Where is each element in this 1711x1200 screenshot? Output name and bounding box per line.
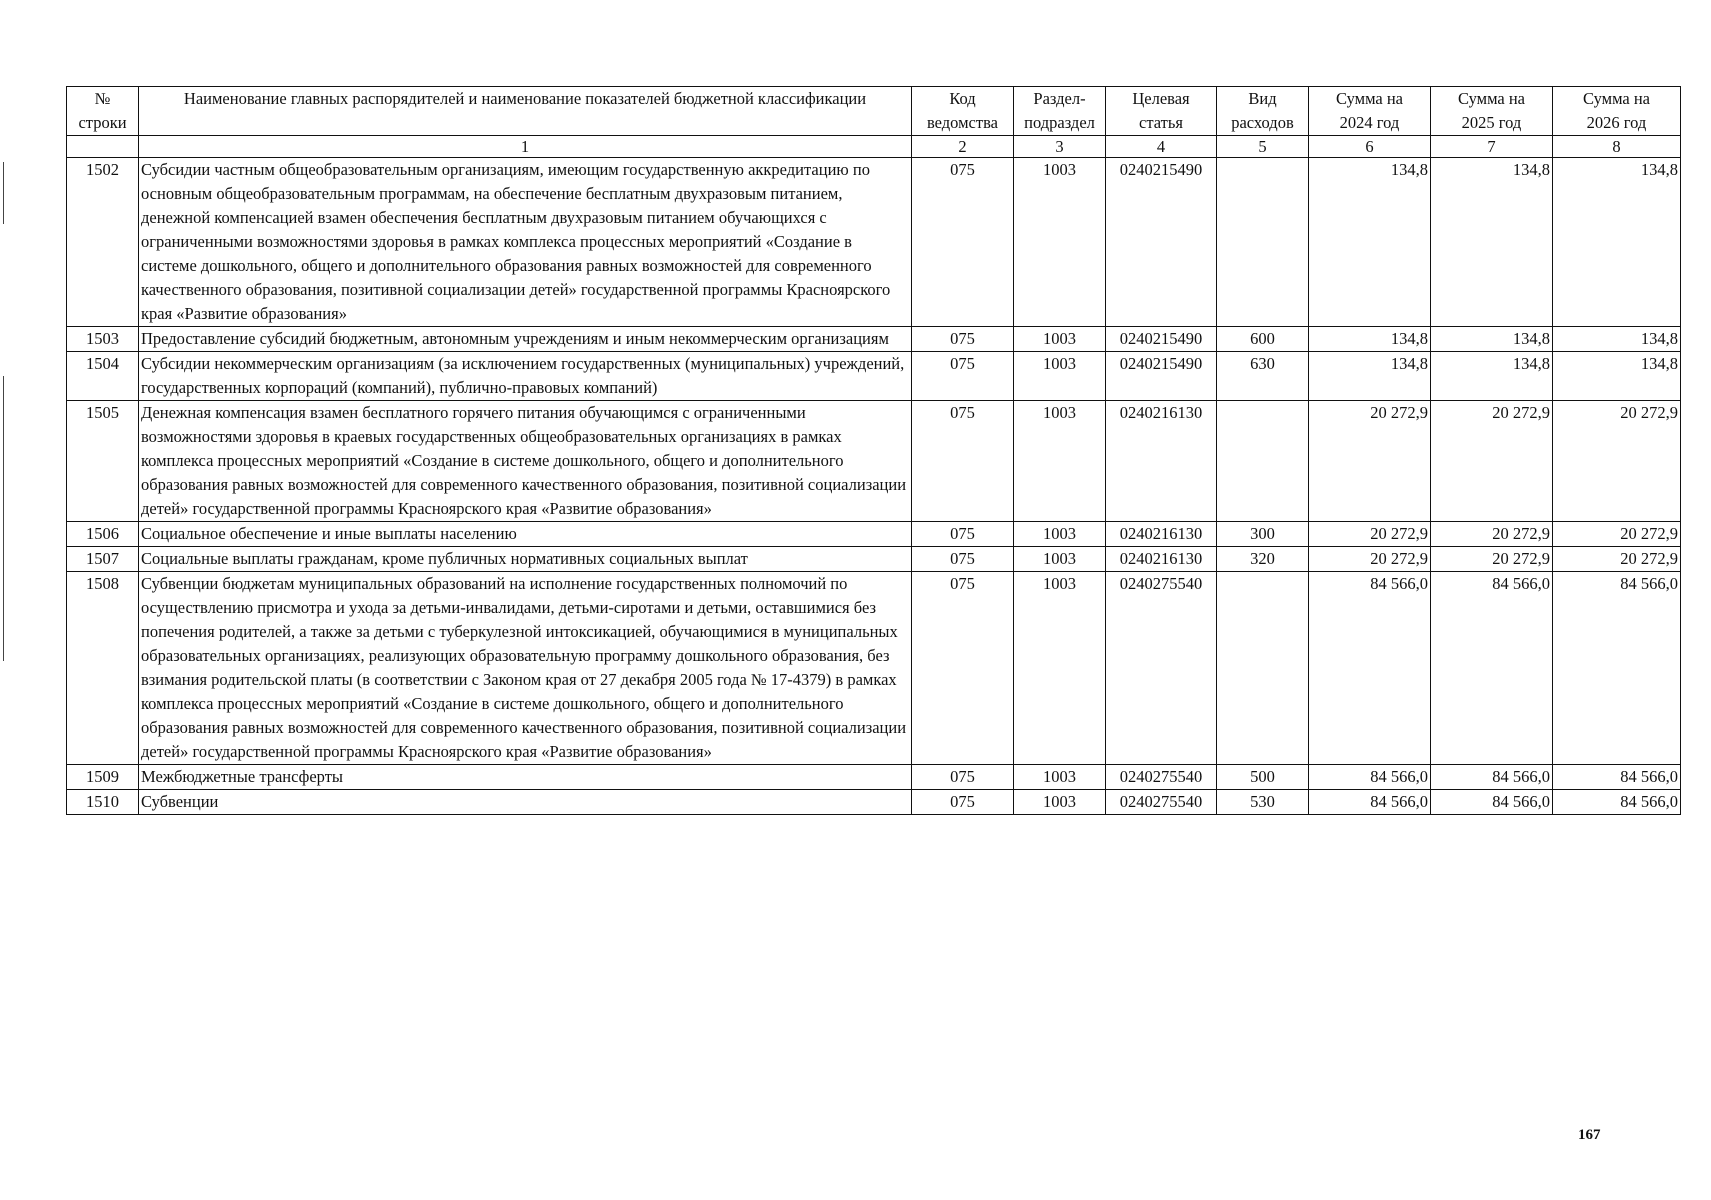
- row-target-article: 0240216130: [1106, 547, 1217, 572]
- row-dept-code: 075: [912, 547, 1014, 572]
- row-sum-2025: 134,8: [1431, 158, 1553, 327]
- header-sum-2024: Сумма на 2024 год: [1309, 87, 1431, 136]
- header-target-article: Целевая статья: [1106, 87, 1217, 136]
- row-sum-2026: 20 272,9: [1553, 522, 1681, 547]
- row-sum-2024: 20 272,9: [1309, 522, 1431, 547]
- table-row: [67, 765, 1681, 790]
- table-row: [67, 401, 1681, 522]
- row-target-article: 0240215490: [1106, 352, 1217, 401]
- column-number: 3: [1014, 136, 1106, 158]
- table-row: [67, 547, 1681, 572]
- row-section: 1003: [1014, 572, 1106, 765]
- row-sum-2025: 20 272,9: [1431, 401, 1553, 522]
- row-sum-2025: 134,8: [1431, 327, 1553, 352]
- header-expense-type: Вид расходов: [1217, 87, 1309, 136]
- column-number: 8: [1553, 136, 1681, 158]
- row-sum-2025: 84 566,0: [1431, 572, 1553, 765]
- row-section: 1003: [1014, 401, 1106, 522]
- row-expense-type: 600: [1217, 327, 1309, 352]
- table-row: [67, 790, 1681, 815]
- column-number: 2: [912, 136, 1014, 158]
- row-sum-2025: 20 272,9: [1431, 522, 1553, 547]
- row-target-article: 0240275540: [1106, 765, 1217, 790]
- row-number: 1502: [67, 158, 139, 327]
- row-expense-type: 530: [1217, 790, 1309, 815]
- row-section: 1003: [1014, 522, 1106, 547]
- row-sum-2026: 134,8: [1553, 352, 1681, 401]
- row-target-article: 0240275540: [1106, 790, 1217, 815]
- row-name: Межбюджетные трансферты: [139, 765, 912, 790]
- row-target-article: 0240216130: [1106, 522, 1217, 547]
- row-name: Социальное обеспечение и иные выплаты населению: [139, 522, 912, 547]
- row-name: Субвенции: [139, 790, 912, 815]
- row-expense-type: [1217, 401, 1309, 522]
- row-dept-code: 075: [912, 522, 1014, 547]
- row-name: Субсидии частным общеобразовательным организациям, имеющим государственную аккредитацию по основным общеобразовательным программам, на обеспечение бесплатным двухразовым питанием, денежной компенсацией взамен обеспечения бесплатным двухразовым питанием обучающихся с ограниченными возможностями здоровья в рамках комплекса процессных мероприятий «Создание в системе дошкольного, общего и дополнительного образования равных возможностей для современного качественного образования, позитивной социализации детей» государственной программы Красноярского края «Развитие образования»: [139, 158, 912, 327]
- header-sum-2025: Сумма на 2025 год: [1431, 87, 1553, 136]
- row-sum-2024: 20 272,9: [1309, 401, 1431, 522]
- row-dept-code: 075: [912, 401, 1014, 522]
- header-sum-2026: Сумма на 2026 год: [1553, 87, 1681, 136]
- table-header-row: [67, 87, 1681, 136]
- page-number: 167: [1578, 1127, 1601, 1143]
- row-sum-2026: 134,8: [1553, 327, 1681, 352]
- column-number: 6: [1309, 136, 1431, 158]
- row-target-article: 0240275540: [1106, 572, 1217, 765]
- table-row: [67, 158, 1681, 327]
- row-sum-2024: 20 272,9: [1309, 547, 1431, 572]
- budget-table: [66, 86, 1681, 815]
- row-expense-type: 300: [1217, 522, 1309, 547]
- header-name: Наименование главных распорядителей и наименование показателей бюджетной классификации: [139, 87, 912, 136]
- row-section: 1003: [1014, 790, 1106, 815]
- table-row: [67, 327, 1681, 352]
- row-name: Денежная компенсация взамен бесплатного горячего питания обучающимся с ограниченными возможностями здоровья в краевых государственных общеобразовательных организациях в рамках комплекса процессных мероприятий «Создание в системе дошкольного, общего и дополнительного образования равных возможностей для современного качественного образования, позитивной социализации детей» государственной программы Красноярского края «Развитие образования»: [139, 401, 912, 522]
- row-number: 1508: [67, 572, 139, 765]
- row-number: 1503: [67, 327, 139, 352]
- table-row: [67, 352, 1681, 401]
- row-sum-2026: 84 566,0: [1553, 790, 1681, 815]
- column-number: 7: [1431, 136, 1553, 158]
- table-row: [67, 572, 1681, 765]
- row-number: 1509: [67, 765, 139, 790]
- row-number: 1505: [67, 401, 139, 522]
- column-number-row: [67, 136, 1681, 158]
- row-sum-2026: 84 566,0: [1553, 572, 1681, 765]
- row-name: Субвенции бюджетам муниципальных образований на исполнение государственных полномочий по осуществлению присмотра и ухода за детьми-инвалидами, детьми-сиротами и детьми, оставшимися без попечения родителей, а также за детьми с туберкулезной интоксикацией, обучающимися в муниципальных образовательных организациях, реализующих образовательную программу дошкольного образования, без взимания родительской платы (в соответствии с Законом края от 27 декабря 2005 года № 17-4379) в рамках комплекса процессных мероприятий «Создание в системе дошкольного, общего и дополнительного образования равных возможностей для современного качественного образования, позитивной социализации детей» государственной программы Красноярского края «Развитие образования»: [139, 572, 912, 765]
- row-target-article: 0240215490: [1106, 158, 1217, 327]
- row-sum-2025: 134,8: [1431, 352, 1553, 401]
- row-number: 1510: [67, 790, 139, 815]
- row-name: Субсидии некоммерческим организациям (за исключением государственных (муниципальных) учреждений, государственных корпораций (компаний), публично-правовых компаний): [139, 352, 912, 401]
- row-name: Социальные выплаты гражданам, кроме публичных нормативных социальных выплат: [139, 547, 912, 572]
- row-sum-2026: 20 272,9: [1553, 401, 1681, 522]
- column-number: 4: [1106, 136, 1217, 158]
- column-number: 1: [139, 136, 912, 158]
- column-number-blank: [67, 136, 139, 158]
- row-number: 1507: [67, 547, 139, 572]
- column-number: 5: [1217, 136, 1309, 158]
- row-sum-2026: 84 566,0: [1553, 765, 1681, 790]
- header-section: Раздел-подраздел: [1014, 87, 1106, 136]
- row-dept-code: 075: [912, 352, 1014, 401]
- row-expense-type: 500: [1217, 765, 1309, 790]
- row-dept-code: 075: [912, 572, 1014, 765]
- row-expense-type: [1217, 572, 1309, 765]
- row-section: 1003: [1014, 547, 1106, 572]
- header-row-no: № строки: [67, 87, 139, 136]
- row-section: 1003: [1014, 352, 1106, 401]
- table-row: [67, 522, 1681, 547]
- row-dept-code: 075: [912, 790, 1014, 815]
- row-section: 1003: [1014, 327, 1106, 352]
- row-expense-type: 320: [1217, 547, 1309, 572]
- row-expense-type: 630: [1217, 352, 1309, 401]
- row-expense-type: [1217, 158, 1309, 327]
- row-sum-2024: 84 566,0: [1309, 765, 1431, 790]
- row-sum-2024: 84 566,0: [1309, 572, 1431, 765]
- header-dept-code: Код ведомства: [912, 87, 1014, 136]
- row-sum-2025: 84 566,0: [1431, 790, 1553, 815]
- row-sum-2026: 134,8: [1553, 158, 1681, 327]
- row-dept-code: 075: [912, 765, 1014, 790]
- row-dept-code: 075: [912, 158, 1014, 327]
- row-section: 1003: [1014, 765, 1106, 790]
- scan-edge-mark: [3, 162, 4, 224]
- row-sum-2025: 20 272,9: [1431, 547, 1553, 572]
- row-number: 1504: [67, 352, 139, 401]
- row-target-article: 0240216130: [1106, 401, 1217, 522]
- row-name: Предоставление субсидий бюджетным, автономным учреждениям и иным некоммерческим организациям: [139, 327, 912, 352]
- scan-edge-mark: [3, 376, 4, 661]
- row-sum-2024: 134,8: [1309, 352, 1431, 401]
- row-sum-2025: 84 566,0: [1431, 765, 1553, 790]
- row-section: 1003: [1014, 158, 1106, 327]
- row-sum-2024: 134,8: [1309, 158, 1431, 327]
- row-sum-2026: 20 272,9: [1553, 547, 1681, 572]
- row-number: 1506: [67, 522, 139, 547]
- row-sum-2024: 84 566,0: [1309, 790, 1431, 815]
- row-dept-code: 075: [912, 327, 1014, 352]
- row-sum-2024: 134,8: [1309, 327, 1431, 352]
- row-target-article: 0240215490: [1106, 327, 1217, 352]
